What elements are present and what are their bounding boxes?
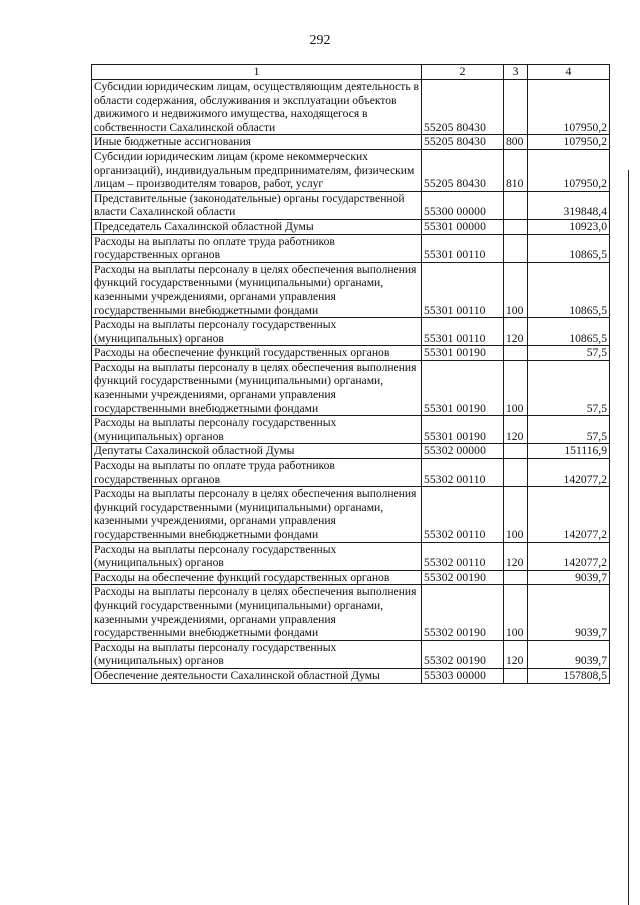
row-amount-cell: 151116,9 [528, 444, 610, 459]
row-name-cell: Расходы на выплаты персоналу в целях обеспечения выполнения функций государственными (муниципальными) органами, казенными учреждениями, органами управления государственными внебюджетными фондами [92, 360, 422, 415]
row-type-cell: 810 [504, 149, 528, 191]
row-amount-cell: 319848,4 [528, 191, 610, 219]
table-row [92, 668, 610, 683]
row-amount-cell: 142077,2 [528, 542, 610, 570]
table-row [92, 318, 610, 346]
row-code-cell: 55301 00190 [422, 416, 504, 444]
table-row [92, 640, 610, 668]
row-amount-cell: 10865,5 [528, 234, 610, 262]
row-type-cell [504, 444, 528, 459]
table-row [92, 487, 610, 542]
table-row [92, 346, 610, 361]
table-row [92, 262, 610, 317]
row-type-cell [504, 191, 528, 219]
row-code-cell: 55301 00110 [422, 234, 504, 262]
table-row [92, 135, 610, 150]
row-name-cell: Расходы на обеспечение функций государственных органов [92, 570, 422, 585]
row-amount-cell: 10865,5 [528, 262, 610, 317]
row-type-cell [504, 234, 528, 262]
row-type-cell [504, 570, 528, 585]
row-amount-cell: 157808,5 [528, 668, 610, 683]
row-name-cell: Иные бюджетные ассигнования [92, 135, 422, 150]
table-row [92, 570, 610, 585]
row-type-cell: 120 [504, 542, 528, 570]
row-type-cell: 800 [504, 135, 528, 150]
table-row [92, 444, 610, 459]
row-name-cell: Расходы на выплаты персоналу государственных (муниципальных) органов [92, 542, 422, 570]
row-code-cell: 55302 00190 [422, 585, 504, 640]
row-code-cell: 55301 00190 [422, 360, 504, 415]
row-amount-cell: 57,5 [528, 360, 610, 415]
row-name-cell: Расходы на выплаты персоналу в целях обеспечения выполнения функций государственными (муниципальными) органами, казенными учреждениями, органами управления государственными внебюджетными фондами [92, 262, 422, 317]
row-name-cell: Субсидии юридическим лицам, осуществляющим деятельность в области содержания, обслуживания и эксплуатации объектов движимого и недвижимого имущества, находящегося в собственности Сахалинской области [92, 80, 422, 135]
row-name-cell: Расходы на выплаты персоналу государственных (муниципальных) органов [92, 318, 422, 346]
row-name-cell: Депутаты Сахалинской областной Думы [92, 444, 422, 459]
budget-table [91, 64, 610, 684]
row-name-cell: Председатель Сахалинской областной Думы [92, 219, 422, 234]
row-name-cell: Обеспечение деятельности Сахалинской областной Думы [92, 668, 422, 683]
row-amount-cell: 107950,2 [528, 149, 610, 191]
row-amount-cell: 107950,2 [528, 135, 610, 150]
table-header-row [92, 65, 610, 80]
row-code-cell: 55301 00190 [422, 346, 504, 361]
row-type-cell [504, 80, 528, 135]
row-name-cell: Расходы на выплаты персоналу в целях обеспечения выполнения функций государственными (муниципальными) органами, казенными учреждениями, органами управления государственными внебюджетными фондами [92, 585, 422, 640]
row-amount-cell: 9039,7 [528, 640, 610, 668]
row-type-cell: 120 [504, 416, 528, 444]
row-amount-cell: 10923,0 [528, 219, 610, 234]
row-type-cell [504, 346, 528, 361]
row-type-cell [504, 668, 528, 683]
row-amount-cell: 142077,2 [528, 459, 610, 487]
row-code-cell: 55205 80430 [422, 135, 504, 150]
header-cell-name: 1 [92, 65, 422, 80]
row-code-cell: 55300 00000 [422, 191, 504, 219]
header-cell-type: 3 [504, 65, 528, 80]
row-type-cell: 100 [504, 262, 528, 317]
row-name-cell: Представительные (законодательные) органы государственной власти Сахалинской области [92, 191, 422, 219]
row-type-cell [504, 459, 528, 487]
row-name-cell: Расходы на выплаты персоналу государственных (муниципальных) органов [92, 640, 422, 668]
row-code-cell: 55302 00190 [422, 640, 504, 668]
table-row [92, 80, 610, 135]
row-name-cell: Расходы на выплаты по оплате труда работников государственных органов [92, 234, 422, 262]
row-type-cell: 100 [504, 487, 528, 542]
row-code-cell: 55302 00190 [422, 570, 504, 585]
table-row [92, 219, 610, 234]
table-row [92, 234, 610, 262]
row-amount-cell: 57,5 [528, 346, 610, 361]
row-name-cell: Субсидии юридическим лицам (кроме некоммерческих организаций), индивидуальным предпринимателям, физическим лицам – производителям товаров, работ, услуг [92, 149, 422, 191]
row-type-cell: 120 [504, 318, 528, 346]
row-name-cell: Расходы на выплаты персоналу государственных (муниципальных) органов [92, 416, 422, 444]
row-code-cell: 55205 80430 [422, 149, 504, 191]
table-row [92, 360, 610, 415]
row-amount-cell: 107950,2 [528, 80, 610, 135]
page-edge-line [628, 170, 629, 905]
row-code-cell: 55302 00110 [422, 459, 504, 487]
row-name-cell: Расходы на обеспечение функций государственных органов [92, 346, 422, 361]
table-row [92, 191, 610, 219]
row-code-cell: 55302 00110 [422, 487, 504, 542]
row-code-cell: 55303 00000 [422, 668, 504, 683]
table-row [92, 585, 610, 640]
row-name-cell: Расходы на выплаты по оплате труда работников государственных органов [92, 459, 422, 487]
row-amount-cell: 9039,7 [528, 570, 610, 585]
row-amount-cell: 57,5 [528, 416, 610, 444]
header-cell-code: 2 [422, 65, 504, 80]
table-row [92, 459, 610, 487]
row-code-cell: 55205 80430 [422, 80, 504, 135]
row-code-cell: 55301 00000 [422, 219, 504, 234]
row-amount-cell: 10865,5 [528, 318, 610, 346]
row-amount-cell: 142077,2 [528, 487, 610, 542]
table-row [92, 416, 610, 444]
row-type-cell: 120 [504, 640, 528, 668]
page-number: 292 [309, 33, 331, 48]
row-amount-cell: 9039,7 [528, 585, 610, 640]
row-type-cell: 100 [504, 360, 528, 415]
row-type-cell [504, 219, 528, 234]
row-code-cell: 55301 00110 [422, 262, 504, 317]
row-code-cell: 55301 00110 [422, 318, 504, 346]
row-code-cell: 55302 00110 [422, 542, 504, 570]
table-row [92, 149, 610, 191]
row-type-cell: 100 [504, 585, 528, 640]
table-row [92, 542, 610, 570]
row-code-cell: 55302 00000 [422, 444, 504, 459]
row-name-cell: Расходы на выплаты персоналу в целях обеспечения выполнения функций государственными (муниципальными) органами, казенными учреждениями, органами управления государственными внебюджетными фондами [92, 487, 422, 542]
header-cell-amount: 4 [528, 65, 610, 80]
